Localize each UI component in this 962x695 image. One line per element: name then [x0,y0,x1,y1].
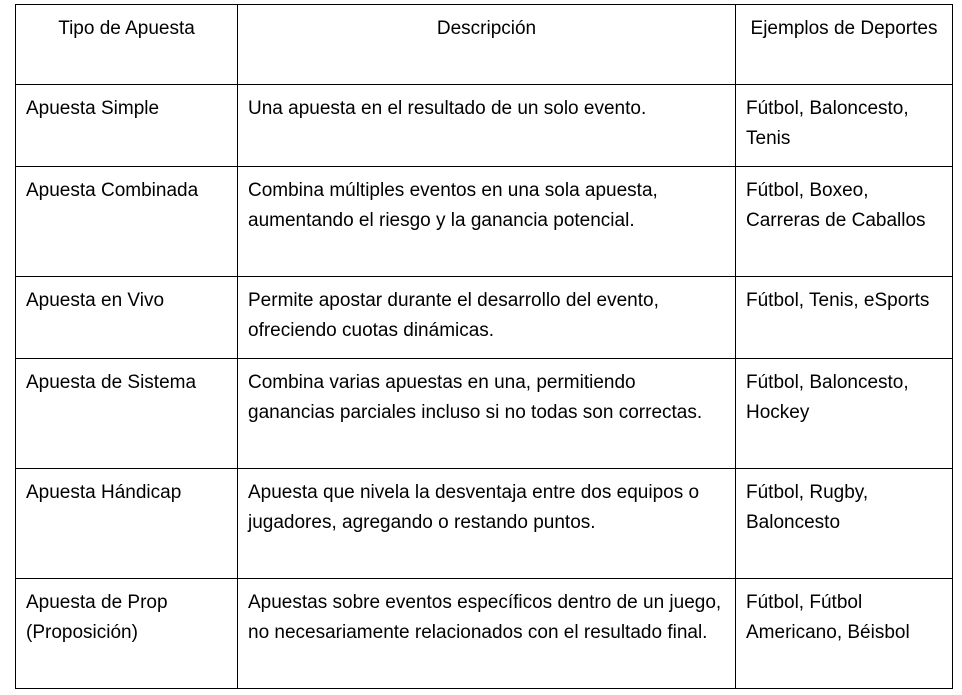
cell-descripcion: Combina múltiples eventos en una sola apuesta, aumentando el riesgo y la ganancia potencial. [238,167,736,277]
bet-types-table [15,4,953,689]
cell-tipo: Apuesta Hándicap [16,469,238,579]
cell-ejemplos: Fútbol, Fútbol Americano, Béisbol [736,579,953,689]
cell-tipo: Apuesta de Sistema [16,359,238,469]
cell-ejemplos: Fútbol, Baloncesto, Hockey [736,359,953,469]
table-container [15,4,953,689]
header-descripcion: Descripción [238,5,736,85]
cell-descripcion: Una apuesta en el resultado de un solo evento. [238,85,736,167]
table-row [16,277,953,359]
header-ejemplos: Ejemplos de Deportes [736,5,953,85]
cell-descripcion: Apuestas sobre eventos específicos dentro de un juego, no necesariamente relacionados con el resultado final. [238,579,736,689]
cell-ejemplos: Fútbol, Boxeo, Carreras de Caballos [736,167,953,277]
table-row [16,469,953,579]
cell-tipo: Apuesta de Prop (Proposición) [16,579,238,689]
cell-tipo: Apuesta en Vivo [16,277,238,359]
table-row [16,359,953,469]
table-row [16,167,953,277]
table-row [16,579,953,689]
cell-descripcion: Combina varias apuestas en una, permitiendo ganancias parciales incluso si no todas son correctas. [238,359,736,469]
cell-descripcion: Apuesta que nivela la desventaja entre dos equipos o jugadores, agregando o restando puntos. [238,469,736,579]
header-tipo: Tipo de Apuesta [16,5,238,85]
cell-ejemplos: Fútbol, Baloncesto, Tenis [736,85,953,167]
cell-ejemplos: Fútbol, Tenis, eSports [736,277,953,359]
cell-tipo: Apuesta Simple [16,85,238,167]
cell-descripcion: Permite apostar durante el desarrollo del evento, ofreciendo cuotas dinámicas. [238,277,736,359]
table-row [16,85,953,167]
table-header-row [16,5,953,85]
cell-tipo: Apuesta Combinada [16,167,238,277]
cell-ejemplos: Fútbol, Rugby, Baloncesto [736,469,953,579]
